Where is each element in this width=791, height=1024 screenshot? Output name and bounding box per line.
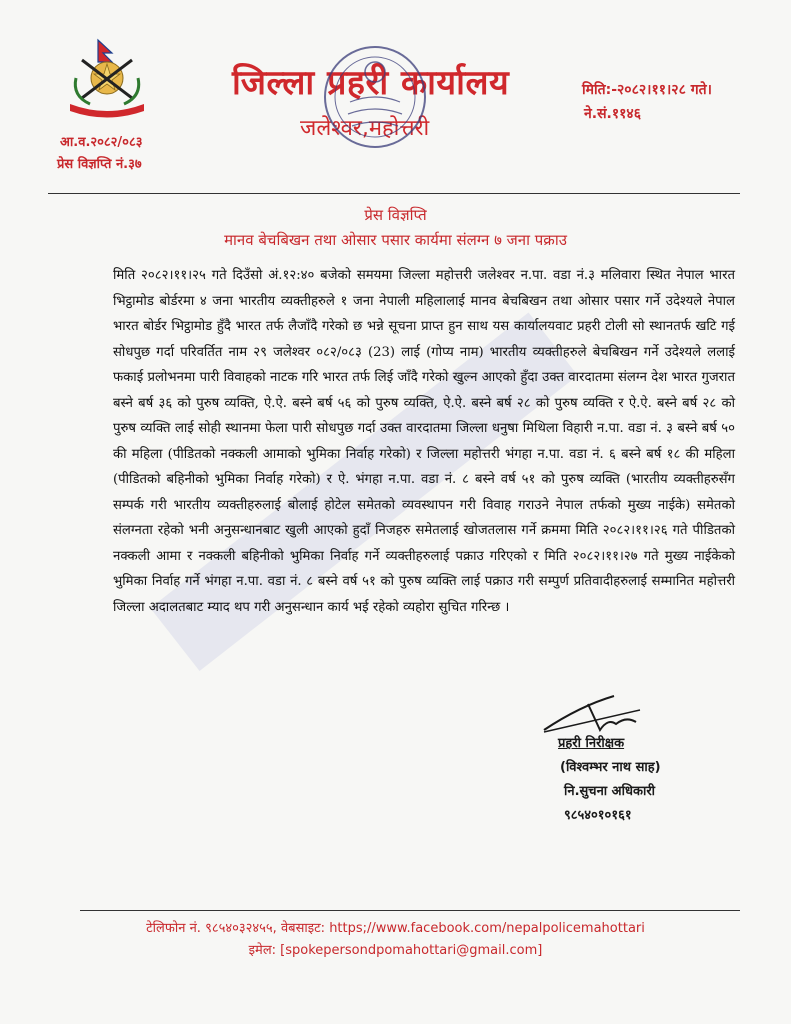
signatory-phone: ९८५४०१०१६१	[564, 808, 632, 823]
office-title: जिल्ला प्रहरी कार्यालय	[232, 63, 510, 103]
signatory-name: (विश्वम्भर नाथ साह)	[560, 760, 661, 775]
signatory-designation: नि.सुचना अधिकारी	[564, 784, 656, 799]
header-divider	[48, 193, 740, 194]
footer-email-line[interactable]: इमेल: [spokepersondpomahottari@gmail.com]	[248, 943, 543, 958]
signatory-title: प्रहरी निरीक्षक	[558, 736, 625, 751]
nepal-police-emblem-icon	[62, 38, 152, 120]
release-body: मिति २०८२।११।२५ गते दिउँसो अं.१२:४० बजेको समयमा जिल्ला महोत्तरी जलेश्वर न.पा. वडा नं.३ मलिवारा स्थित नेपाल भारत भिट्ठामोड बोर्डरमा ४ जना भारतीय व्यक्तीहरुले १ जना नेपाली महिलालाई मानव बेचबिखन तथा ओसार पसार गर्ने उदेश्यले नेपाल भारत बोर्डर भिट्ठामोड हुँदै भारत तर्फ लैजाँदै गरेको छ भन्ने सूचना प्राप्त हुन साथ यस कार्यालयवाट प्रहरी टोली सो स्थानतर्फ खटि गई सोधपुछ गर्दा परिवर्तित नाम २९ जलेश्वर ०८२/०८३ (23) लाई (गोप्य नाम) भारतीय व्यक्तीहरुले बेचबिखन गर्ने उदेश्यले ललाई फकाई प्रलोभनमा पारी विवाहको नाटक गरि भारत तर्फ लिई जाँदै गरेको खुल्न आएको हुँदा उक्त वारदातमा संलग्न देश भारत गुजरात बस्ने बर्ष ३६ को पुरुष व्यक्ति, ऐ.ऐ. बस्ने बर्ष ५६ को पुरुष व्यक्ति, ऐ.ऐ. बस्ने बर्ष २८ को पुरुष व्यक्ति र ऐ.ऐ. बस्ने बर्ष २८ को पुरुष व्यक्ति लाई सोही स्थानमा फेला पारी सोधपुछ गर्दा उक्त वारदातमा जिल्ला धनुषा मिथिला विहारी न.पा. वडा नं. ३ बस्ने बर्ष ५० की महिला (पीडितको नक्कली आमाको भुमिका निर्वाह गरेको) र जिल्ला महोत्तरी भंगहा न.पा. वडा नं. ६ बस्ने बर्ष १८ की महिला (पीडितको बहिनीको भुमिका निर्वाह गरेको) र ऐ. भंगहा न.पा. वडा नं. ८ बस्ने वर्ष ५१ को पुरुष व्यक्ति (भारतीय व्यक्तीहरुसँग सम्पर्क गरी भारतीय व्यक्तीहरुलाई बोलाई होटेल समेतको व्यवस्थापन गरी विवाह गराउने नेपाल तर्फको मुख्य नाईके) समेतको संलग्नता रहेको भनी अनुसन्धानबाट खुली आएको हुदाँ निजहरु समेतलाई खोजतलास गर्ने क्रममा मिति २०८२।११।२६ गते पीडितको नक्कली आमा र नक्कली बहिनीको भुमिका निर्वाह गर्ने व्यक्तीहरुलाई पक्राउ गरिएको र मिति २०८२।११।२७ गते मुख्य नाईकेको भुमिका निर्वाह गर्ने भंगहा न.पा. वडा नं. ८ बस्ने वर्ष ५१ को पुरुष व्यक्ति लाई पक्राउ गरी सम्पुर्ण प्रतिवादीहरुलाई सम्मानित महोत्तरी जिल्ला अदालतबाट म्याद थप गरी अनुसन्धान कार्य भई रहेको व्यहोरा सुचित गरिन्छ ।	[113, 268, 735, 615]
office-location: जलेश्वर,महोत्तरी	[300, 116, 430, 141]
office-stamp-icon	[320, 42, 430, 152]
notice-heading: मानव बेचबिखन तथा ओसार पसार कार्यमा संलग्न ७ जना पक्राउ	[224, 231, 567, 249]
press-release-number: प्रेस विज्ञप्ति नं.३७	[57, 157, 142, 172]
signatory-block	[558, 732, 718, 828]
footer-contact-line[interactable]: टेलिफोन नं. ९८५४०३२४५५, वेबसाइट: https;//www.facebook.com/nepalpolicemahottari	[146, 921, 645, 936]
footer-divider	[80, 910, 740, 911]
reference-number: ने.सं.११४६	[584, 106, 641, 122]
signature-icon	[540, 688, 650, 738]
notice-label: प्रेस विज्ञप्ति	[364, 206, 427, 224]
fiscal-year: आ.व.२०८२/०८३	[60, 135, 143, 150]
release-date: मिति:-२०८२।११।२८ गते।	[582, 82, 712, 98]
